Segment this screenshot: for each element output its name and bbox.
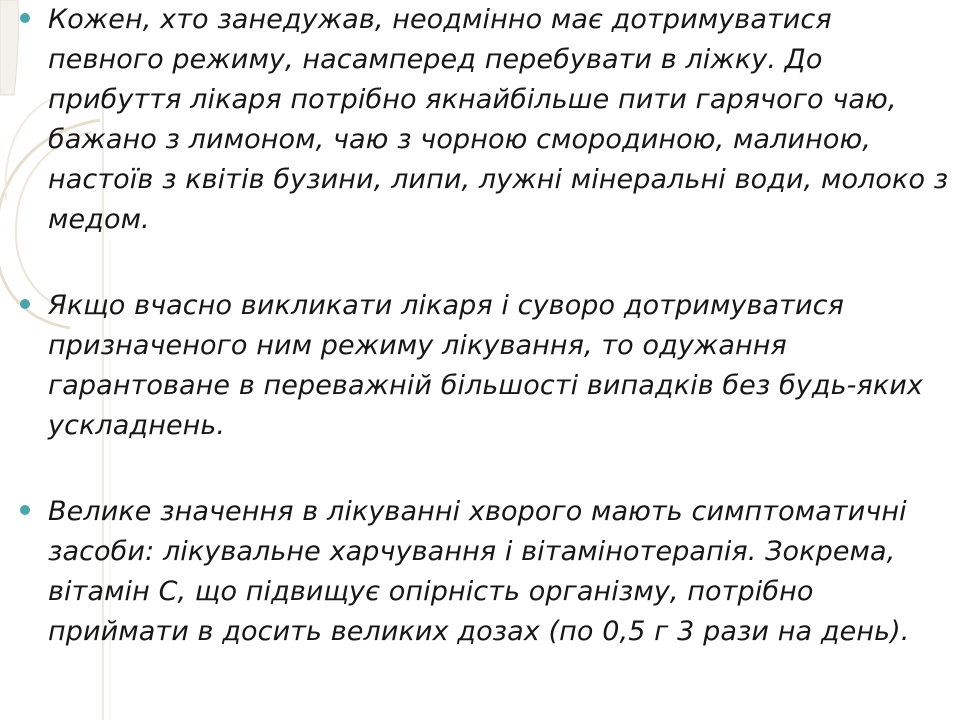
bullet-text: Якщо вчасно викликати лікаря і суворо дотримуватися призначеного ним режиму лікування, то одужання гарантоване в переважній більшості випадків без будь-яких ускладнень. bbox=[48, 290, 923, 441]
bullet-text: Кожен, хто занедужав, неодмінно має дотримуватися певного режиму, насамперед перебувати в ліжку. До прибуття лікаря потрібно якнайбільше пити гарячого чаю, бажано з лимоном, чаю з чорною смородиною, малиною, настоїв з квітів бузини, липи, лужні мінеральні води, молоко з медом. bbox=[48, 4, 949, 235]
bullet-dot-icon bbox=[20, 13, 30, 23]
bullet-dot-icon bbox=[20, 299, 30, 309]
bullet-item bbox=[20, 492, 950, 652]
bullet-list bbox=[20, 0, 950, 652]
bullet-dot-icon bbox=[20, 505, 30, 515]
bullet-text: Велике значення в лікуванні хворого мають симптоматичні засоби: лікувальне харчування і вітамінотерапія. Зокрема, вітамін С, що підвищує опірність організму, потрібно приймати в досить великих дозах (по 0,5 г 3 рази на день). bbox=[48, 496, 910, 647]
bullet-item bbox=[20, 286, 950, 446]
decor-panel-left bbox=[0, 0, 19, 95]
bullet-item bbox=[20, 0, 950, 240]
